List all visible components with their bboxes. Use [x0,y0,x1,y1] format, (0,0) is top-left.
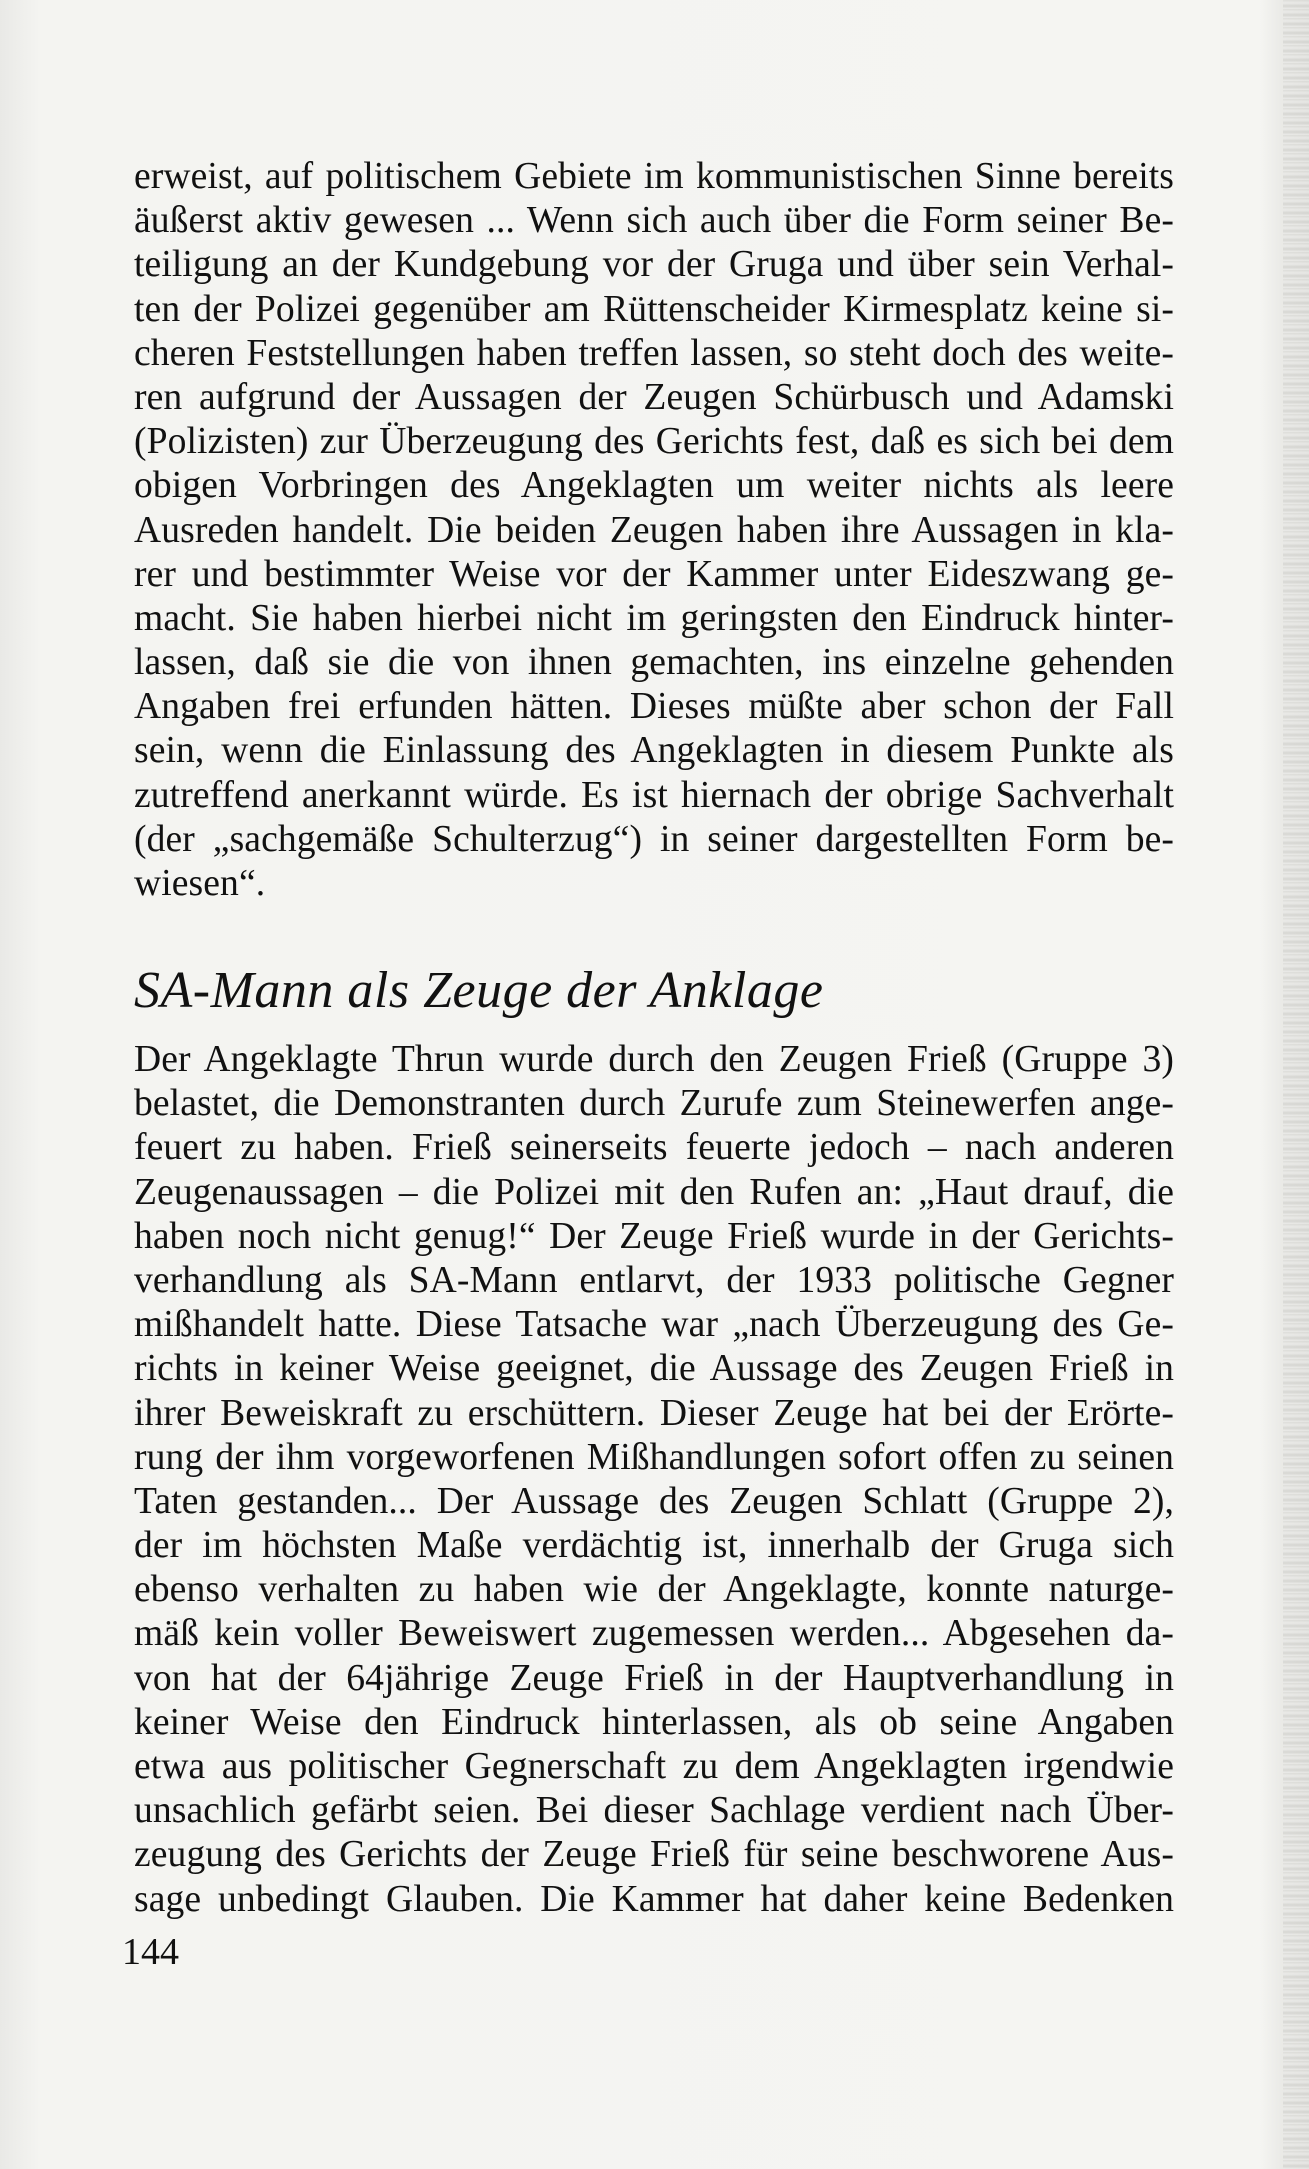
text-line: mißhandelt hatte. Diese Tatsache war „nach Überzeugung des Ge- [134,1304,1174,1346]
text-line: ren aufgrund der Aussagen der Zeugen Schürbusch und Adamski [134,376,1174,418]
text-line: (Polizisten) zur Überzeugung des Gerichts fest, daß es sich bei dem [134,421,1174,463]
text-line: unsachlich gefärbt seien. Bei dieser Sachlage verdient nach Über- [134,1790,1174,1832]
text-line: von hat der 64jährige Zeuge Frieß in der Hauptverhandlung in [134,1657,1174,1699]
text-line: obigen Vorbringen des Angeklagten um weiter nichts als leere [134,465,1174,507]
paragraph [134,1038,1174,1922]
text-line: keiner Weise den Eindruck hinterlassen, als ob seine Angaben [134,1701,1174,1743]
text-line: belastet, die Demonstranten durch Zurufe zum Steinewerfen ange- [134,1083,1174,1125]
text-line: der im höchsten Maße verdächtig ist, innerhalb der Gruga sich [134,1525,1174,1567]
text-line: Angaben frei erfunden hätten. Dieses müßte aber schon der Fall [134,686,1174,728]
text-line: cheren Feststellungen haben treffen lassen, so steht doch des weite- [134,332,1174,374]
text-line: zeugung des Gerichts der Zeuge Frieß für seine beschworene Aus- [134,1834,1174,1876]
page-edge [1283,0,1309,2169]
text-line: etwa aus politischer Gegnerschaft zu dem Angeklagten irgendwie [134,1746,1174,1787]
text-line: Der Angeklagte Thrun wurde durch den Zeugen Frieß (Gruppe 3) [134,1039,1174,1080]
text-line: verhandlung als SA-Mann entlarvt, der 1933 politische Gegner [134,1259,1174,1301]
paragraph-continued [134,155,1174,906]
text-line: ten der Polizei gegenüber am Rüttenscheider Kirmesplatz keine si- [134,288,1174,330]
text-line: ihrer Beweiskraft zu erschüttern. Dieser Zeuge hat bei der Erörte- [134,1392,1174,1434]
text-line: Taten gestanden... Der Aussage des Zeugen Schlatt (Gruppe 2), [134,1480,1174,1522]
text-line: zutreffend anerkannt würde. Es ist hiernach der obrige Sachverhalt [134,774,1174,816]
text-line: äußerst aktiv gewesen ... Wenn sich auch über die Form seiner Be- [134,200,1174,242]
text-line: rung der ihm vorgeworfenen Mißhandlungen sofort offen zu seinen [134,1436,1174,1478]
text-line: teiligung an der Kundgebung vor der Gruga und über sein Verhal- [134,244,1174,286]
text-line: richts in keiner Weise geeignet, die Aussage des Zeugen Frieß in [134,1348,1174,1390]
page-number: 144 [122,1931,179,1973]
text-line: rer und bestimmter Weise vor der Kammer unter Eideszwang ge- [134,553,1174,595]
text-line: haben noch nicht genug!“ Der Zeuge Frieß wurde in der Gerichts- [134,1215,1174,1257]
text-line: mäß kein voller Beweiswert zugemessen werden... Abgesehen da- [134,1613,1174,1655]
text-line: Ausreden handelt. Die beiden Zeugen haben ihre Aussagen in kla- [134,509,1174,551]
text-line: macht. Sie haben hierbei nicht im geringsten den Eindruck hinter- [134,597,1174,639]
text-line: ebenso verhalten zu haben wie der Angeklagte, konnte naturge- [134,1569,1174,1611]
text-line: sein, wenn die Einlassung des Angeklagten in diesem Punkte als [134,730,1174,772]
text-line: feuert zu haben. Frieß seinerseits feuerte jedoch – nach anderen [134,1127,1174,1169]
section-heading: SA-Mann als Zeuge der Anklage [134,962,824,1019]
text-line: wiesen“. [134,863,266,904]
text-line: erweist, auf politischem Gebiete im kommunistischen Sinne bereits [134,156,1174,197]
text-line: lassen, daß sie die von ihnen gemachten, ins einzelne gehenden [134,642,1174,684]
text-line: sage unbedingt Glauben. Die Kammer hat daher keine Bedenken [134,1878,1174,1920]
text-line: (der „sachgemäße Schulterzug“) in seiner dargestellten Form be- [134,818,1174,860]
text-line: Zeugenaussagen – die Polizei mit den Rufen an: „Haut drauf, die [134,1171,1174,1213]
